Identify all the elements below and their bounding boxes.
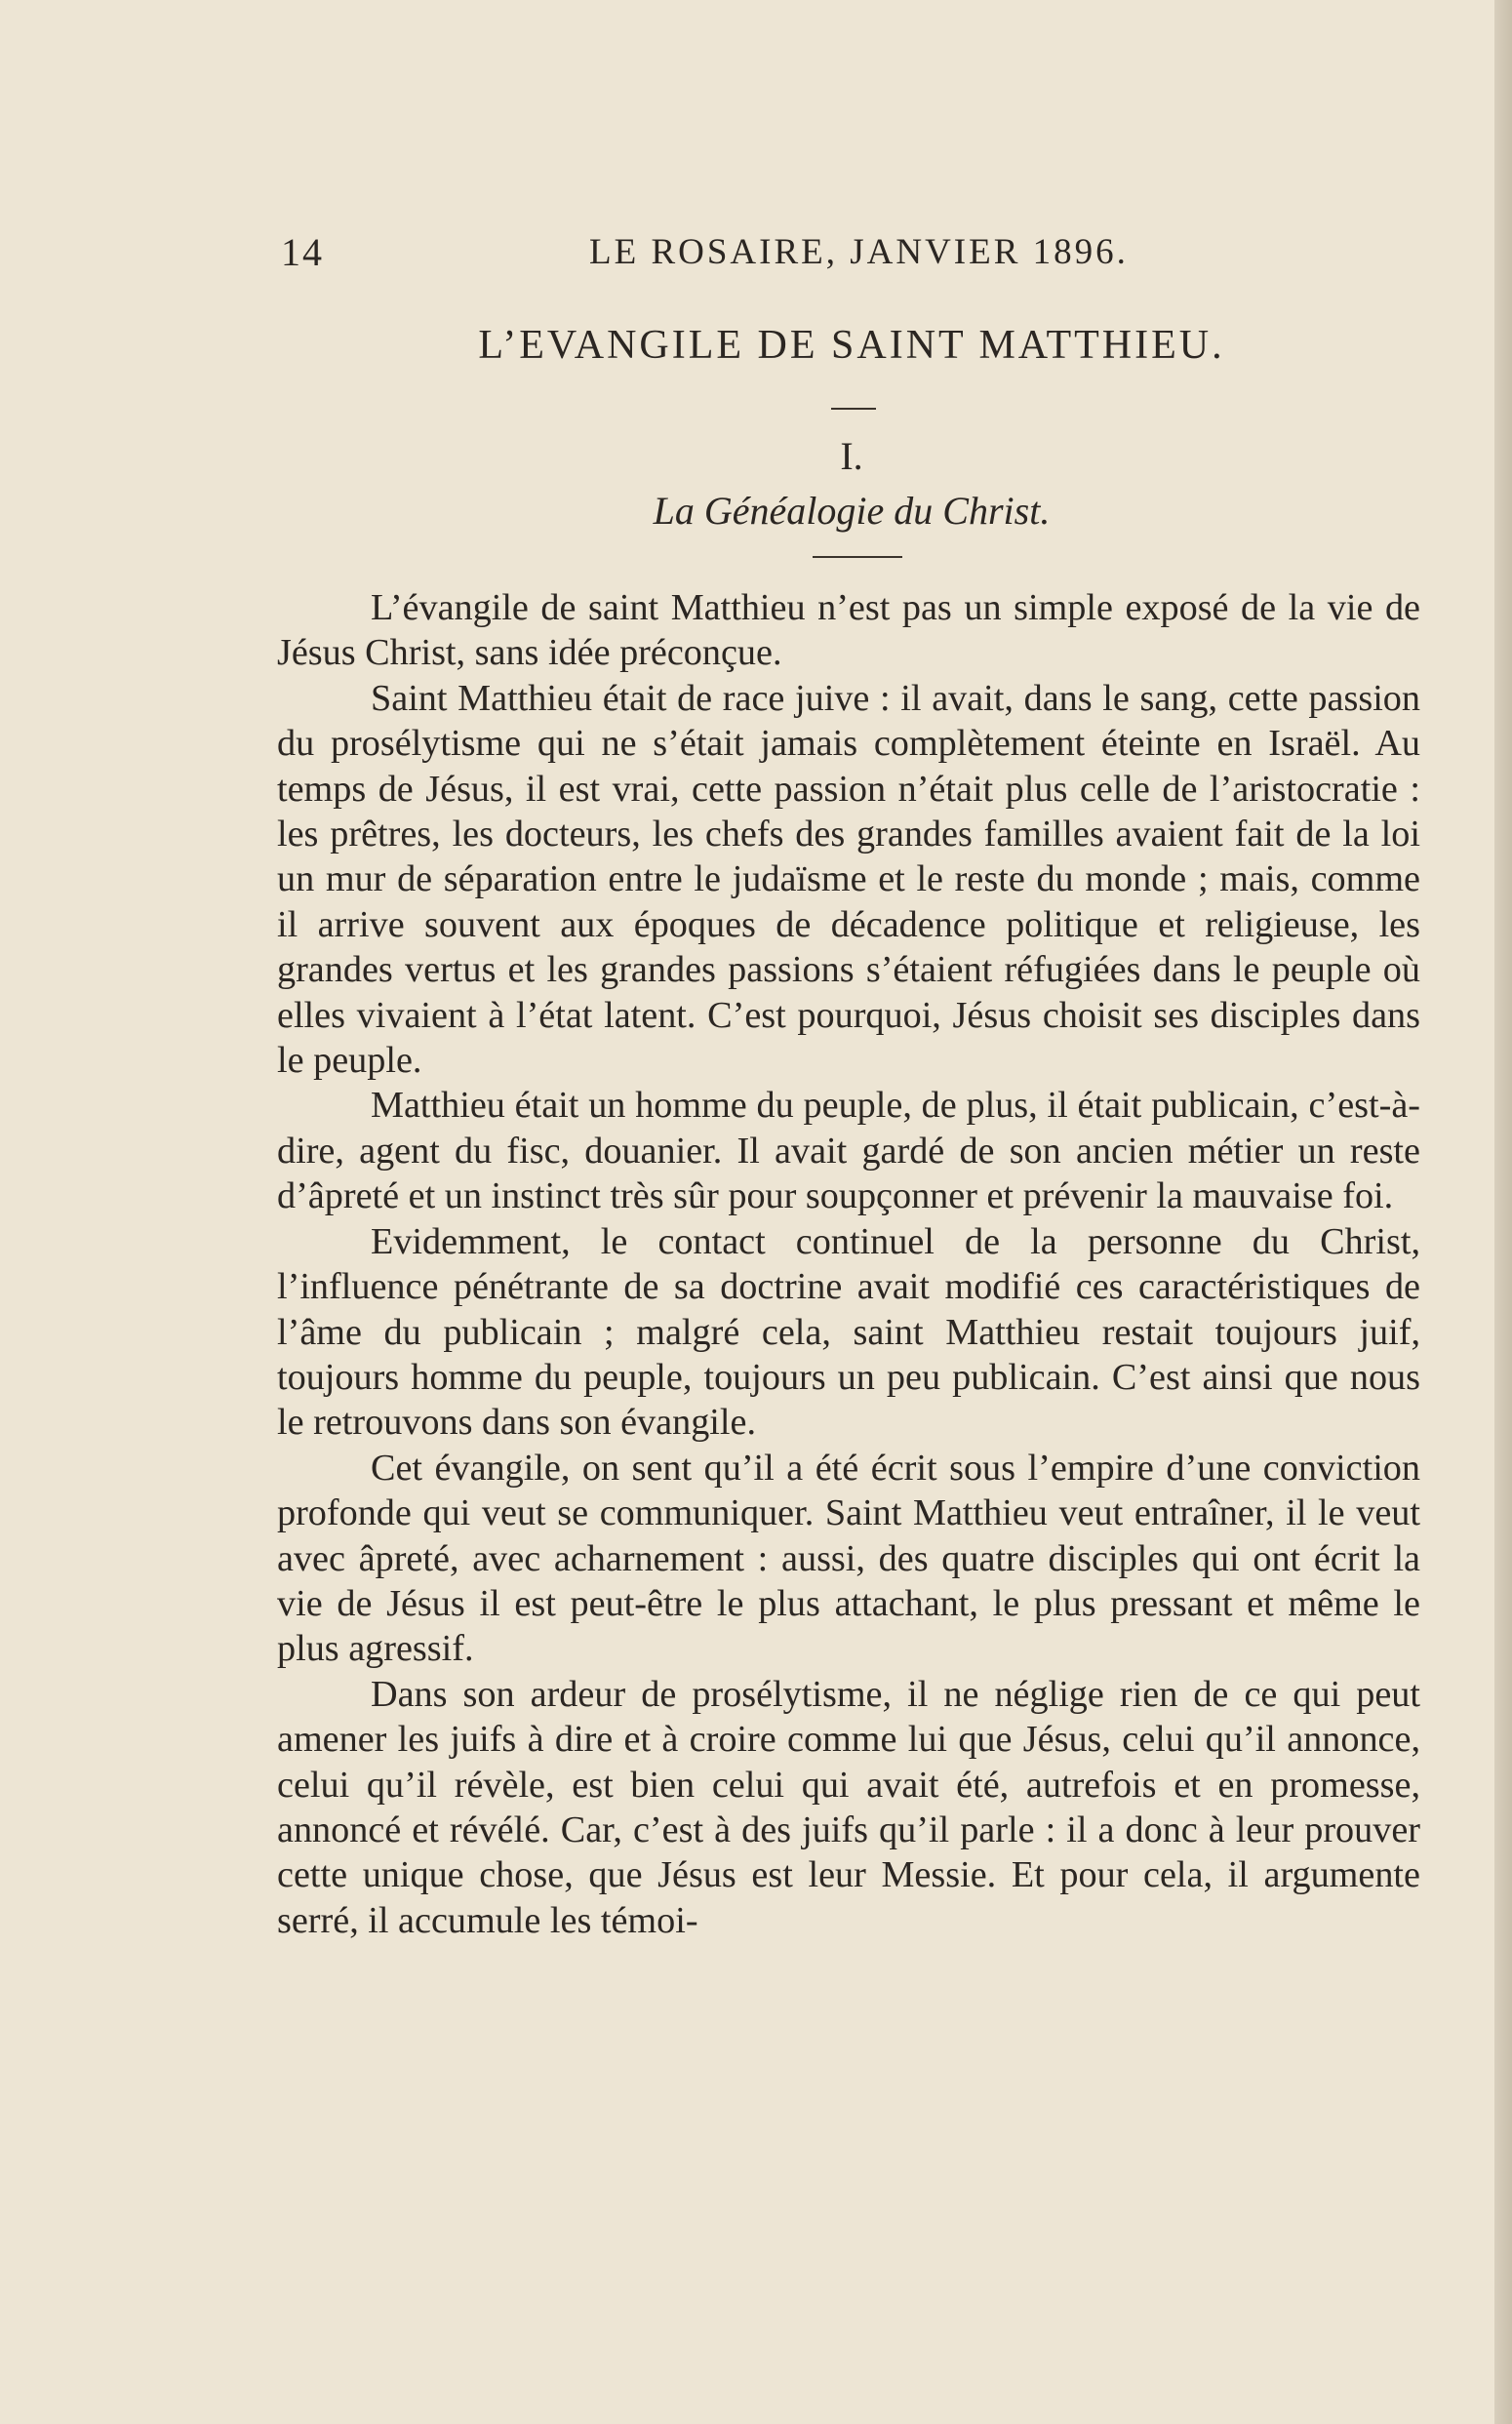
title-divider	[831, 408, 876, 410]
section-divider	[813, 556, 902, 558]
paragraph: L’évangile de saint Matthieu n’est pas un simple exposé de la vie de Jésus Christ, sans idée préconçue.	[277, 587, 1420, 674]
page-edge	[1494, 0, 1512, 2424]
paragraph: Dans son ardeur de prosélytisme, il ne néglige rien de ce qui peut amener les juifs à dire et à croire comme lui que Jésus, celui qu’il annonce, celui qu’il révèle, est bien celui qui avait été, autrefois et en promesse, annoncé et révélé. Car, c’est à des juifs qu’il parle : il a donc à leur prouver cette unique chose, que Jésus est leur Messie. Et pour cela, il argumente serré, il accumule les témoi-	[277, 1673, 1420, 1941]
section-number: I.	[840, 434, 863, 478]
paragraph: Cet évangile, on sent qu’il a été écrit sous l’empire d’une conviction profonde qui veut se communiquer. Saint Matthieu veut entraîner, il le veut avec âpreté, avec acharnement : aussi, des quatre disciples qui ont écrit la vie de Jésus il est peut-être le plus attachant, le plus pressant et même le plus agressif.	[277, 1447, 1420, 1670]
paragraph: Evidemment, le contact continuel de la personne du Christ, l’influence pénétrante de sa doctrine avait modifié ces caractéristiques de l’âme du publicain ; malgré cela, saint Matthieu restait toujours juif, toujours homme du peuple, toujours un peu publicain. C’est ainsi que nous le retrouvons dans son évangile.	[277, 1220, 1420, 1444]
article-title: L’EVANGILE DE SAINT MATTHIEU.	[478, 323, 1225, 368]
running-head	[281, 229, 1422, 288]
running-title: LE ROSAIRE, JANVIER 1896.	[589, 232, 1129, 272]
paragraph: Matthieu était un homme du peuple, de plus, il était publicain, c’est-à-dire, agent du fisc, douanier. Il avait gardé de son ancien métier un reste d’âpreté et un instinct très sûr pour soupçonner et prévenir la mauvaise foi.	[277, 1085, 1420, 1217]
section-title: La Généalogie du Christ.	[653, 489, 1051, 533]
page-number: 14	[281, 230, 324, 274]
paragraph: Saint Matthieu était de race juive : il avait, dans le sang, cette passion du prosélytisme qui ne s’était jamais complètement éteinte en Israël. Au temps de Jésus, il est vrai, cette passion n’était plus celle de l’aristocratie : les prêtres, les docteurs, les chefs des grandes familles avaient fait de la loi un mur de séparation entre le judaïsme et le reste du monde ; mais, comme il arrive souvent aux époques de décadence politique et religieuse, les grandes vertus et les grandes passions s’étaient réfugiées dans le peuple où elles vivaient à l’état latent. C’est pourquoi, Jésus choisit ses disciples dans le peuple.	[277, 677, 1420, 1082]
body-text	[277, 585, 1420, 1943]
